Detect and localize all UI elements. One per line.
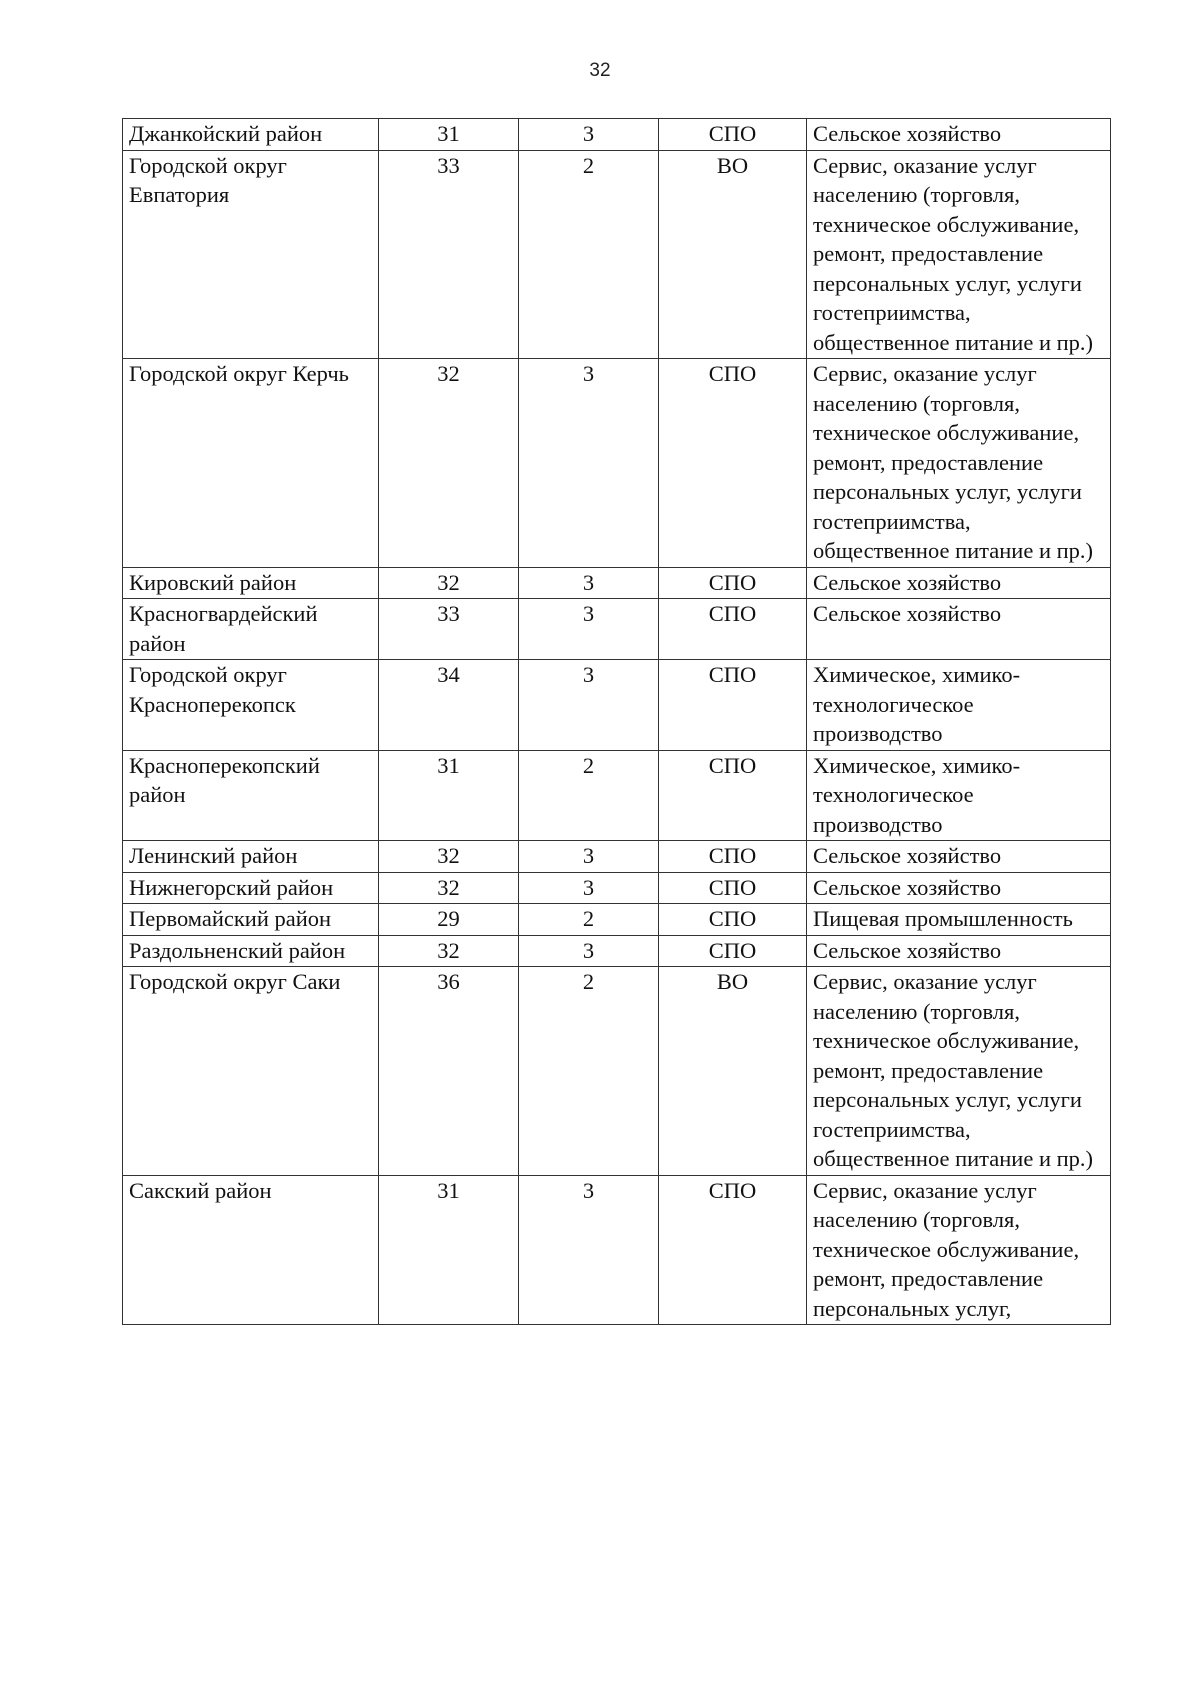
- rank-cell: 2: [519, 967, 659, 1176]
- sector-cell: Сервис, оказание услуг населению (торговля, техническое обслуживание, ремонт, предоставление персональных услуг, услуги гостеприимства, общественное питание и пр.): [807, 359, 1111, 568]
- education-level-cell: СПО: [659, 660, 807, 751]
- rank-cell: 3: [519, 119, 659, 151]
- score-cell: 31: [379, 750, 519, 841]
- sector-cell: Сельское хозяйство: [807, 935, 1111, 967]
- table-row: [123, 660, 1111, 751]
- rank-cell: 2: [519, 904, 659, 936]
- region-cell: Кировский район: [123, 567, 379, 599]
- region-cell: Городской округ Красноперекопск: [123, 660, 379, 751]
- rank-cell: 2: [519, 150, 659, 359]
- page-number: 32: [589, 60, 611, 81]
- table-row: [123, 750, 1111, 841]
- education-level-cell: СПО: [659, 1175, 807, 1325]
- education-level-cell: СПО: [659, 567, 807, 599]
- rank-cell: 3: [519, 599, 659, 660]
- region-cell: Городской округ Евпатория: [123, 150, 379, 359]
- table-row: [123, 967, 1111, 1176]
- region-cell: Джанкойский район: [123, 119, 379, 151]
- table-row: [123, 359, 1111, 568]
- sector-cell: Химическое, химико-технологическое производство: [807, 660, 1111, 751]
- table-row: [123, 599, 1111, 660]
- rank-cell: 3: [519, 1175, 659, 1325]
- score-cell: 34: [379, 660, 519, 751]
- region-cell: Первомайский район: [123, 904, 379, 936]
- score-cell: 31: [379, 119, 519, 151]
- region-cell: Нижнегорский район: [123, 872, 379, 904]
- sector-cell: Сервис, оказание услуг населению (торговля, техническое обслуживание, ремонт, предоставление персональных услуг,: [807, 1175, 1111, 1325]
- table-row: [123, 567, 1111, 599]
- education-level-cell: ВО: [659, 150, 807, 359]
- education-level-cell: СПО: [659, 119, 807, 151]
- table-row: [123, 119, 1111, 151]
- score-cell: 32: [379, 359, 519, 568]
- region-cell: Городской округ Саки: [123, 967, 379, 1176]
- score-cell: 31: [379, 1175, 519, 1325]
- sector-cell: Химическое, химико-технологическое производство: [807, 750, 1111, 841]
- sector-cell: Сельское хозяйство: [807, 599, 1111, 660]
- sector-cell: Сельское хозяйство: [807, 567, 1111, 599]
- education-level-cell: СПО: [659, 359, 807, 568]
- table-row: [123, 150, 1111, 359]
- rank-cell: 3: [519, 935, 659, 967]
- table-row: [123, 841, 1111, 873]
- sector-cell: Пищевая промышленность: [807, 904, 1111, 936]
- education-level-cell: СПО: [659, 872, 807, 904]
- rank-cell: 3: [519, 841, 659, 873]
- table-row: [123, 872, 1111, 904]
- region-cell: Красногвардейский район: [123, 599, 379, 660]
- region-cell: Красноперекопский район: [123, 750, 379, 841]
- education-level-cell: ВО: [659, 967, 807, 1176]
- sector-cell: Сельское хозяйство: [807, 841, 1111, 873]
- rank-cell: 3: [519, 567, 659, 599]
- rank-cell: 3: [519, 872, 659, 904]
- score-cell: 32: [379, 567, 519, 599]
- score-cell: 32: [379, 872, 519, 904]
- rank-cell: 3: [519, 660, 659, 751]
- rank-cell: 2: [519, 750, 659, 841]
- education-level-cell: СПО: [659, 935, 807, 967]
- sector-cell: Сельское хозяйство: [807, 119, 1111, 151]
- region-cell: Ленинский район: [123, 841, 379, 873]
- score-cell: 29: [379, 904, 519, 936]
- education-level-cell: СПО: [659, 904, 807, 936]
- table-row: [123, 1175, 1111, 1325]
- rank-cell: 3: [519, 359, 659, 568]
- table-row: [123, 935, 1111, 967]
- region-cell: Сакский район: [123, 1175, 379, 1325]
- education-level-cell: СПО: [659, 841, 807, 873]
- education-level-cell: СПО: [659, 750, 807, 841]
- region-cell: Раздольненский район: [123, 935, 379, 967]
- education-level-cell: СПО: [659, 599, 807, 660]
- score-cell: 36: [379, 967, 519, 1176]
- sector-cell: Сервис, оказание услуг населению (торговля, техническое обслуживание, ремонт, предоставление персональных услуг, услуги гостеприимства, общественное питание и пр.): [807, 967, 1111, 1176]
- score-cell: 32: [379, 841, 519, 873]
- sector-cell: Сельское хозяйство: [807, 872, 1111, 904]
- score-cell: 33: [379, 599, 519, 660]
- score-cell: 32: [379, 935, 519, 967]
- table-row: [123, 904, 1111, 936]
- sector-cell: Сервис, оказание услуг населению (торговля, техническое обслуживание, ремонт, предоставление персональных услуг, услуги гостеприимства, общественное питание и пр.): [807, 150, 1111, 359]
- region-cell: Городской округ Керчь: [123, 359, 379, 568]
- region-table: [122, 118, 1111, 1325]
- score-cell: 33: [379, 150, 519, 359]
